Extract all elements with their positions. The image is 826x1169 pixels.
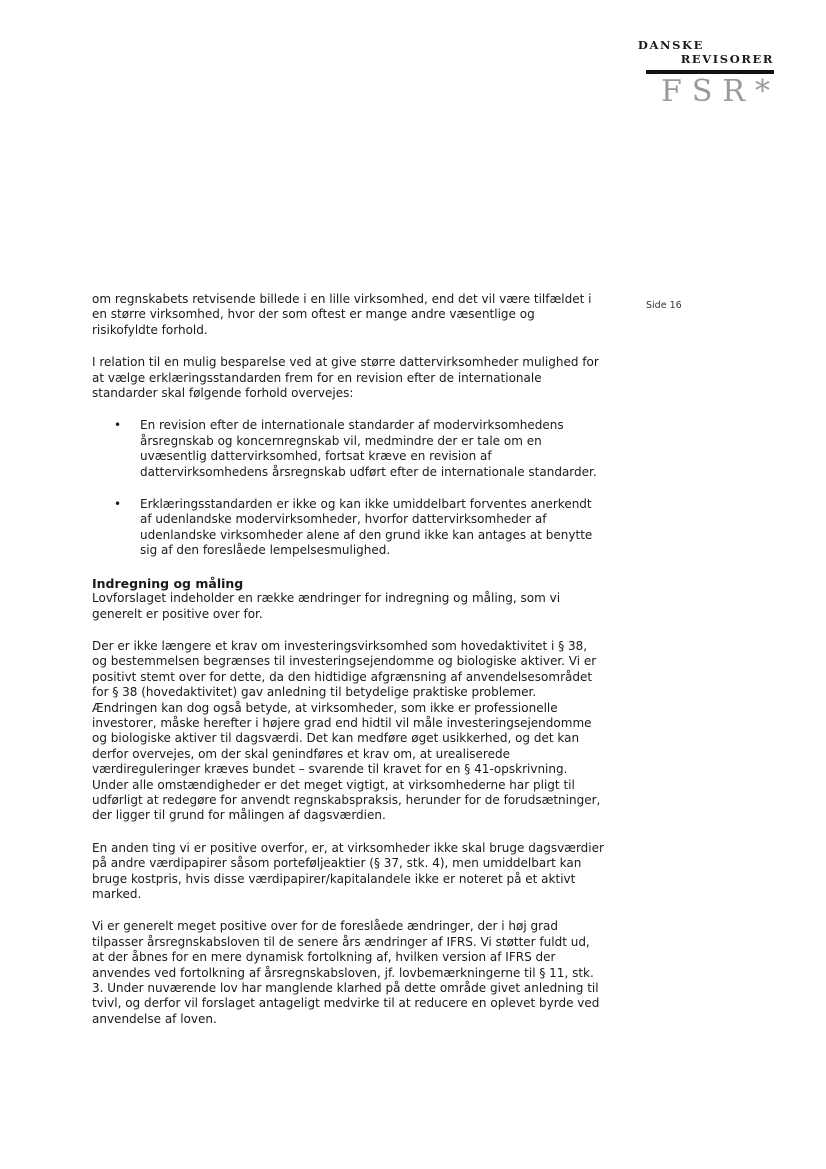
paragraph: Lovforslaget indeholder en række ændringer for indregning og måling, som vi generelt er positive over for. <box>92 591 561 621</box>
paragraph: I relation til en mulig besparelse ved at give større dattervirksomheder mulighed for at vælge erklæringsstandarden frem for en revision efter de internationale standarder skal følgende forhold overvejes: <box>92 355 599 401</box>
logo-mark-fsr: FSR* <box>661 74 780 109</box>
document-body <box>92 292 604 1044</box>
list-item <box>92 497 604 559</box>
fsr-logo <box>594 38 780 109</box>
paragraph: Der er ikke længere et krav om investeringsvirksomhed som hovedaktivitet i § 38, og bestemmelsen begrænses til investeringsejendomme og biologiske aktiver. Vi er positivt stemt over for dette, da den hidtidige afgrænsning af anvendelsesområdet for § 38 (hovedaktivitet) gav anledning til betydelige praktiske problemer. Ændringen kan dog også betyde, at virksomheder, som ikke er professionelle investorer, måske herefter i højere grad end hidtil vil måle investeringsejendomme og biologiske aktiver til dagsværdi. Det kan medføre øget usikkerhed, og det kan derfor overvejes, om der skal genindføres et krav om, at urealiserede værdireguleringer kræves bundet – svarende til kravet for en § 41-opskrivning. Under alle omstændigheder er det meget vigtigt, at virksomhederne har pligt til udførligt at redegøre for anvendt regnskabspraksis, herunder for de forudsætninger, der ligger til grund for målingen af dagsværdien. <box>92 638 601 823</box>
bullet-icon: • <box>114 497 122 512</box>
logo-text-danske: DANSKE <box>637 38 704 52</box>
paragraph: Vi er generelt meget positive over for de foreslåede ændringer, der i høj grad tilpasser årsregnskabsloven til de senere års ændringer af IFRS. Vi støtter fuldt ud, at der åbnes for en mere dynamisk fortolkning af, hvilken version af IFRS der anvendes ved fortolkning af årsregnskabsloven, jf. lovbemærkningerne til § 11, stk. 3. Under nuværende lov har manglende klarhed på dette område givet anledning til tvivl, og derfor vil forslaget antageligt medvirke til at reducere en oplevet byrde ved anvendelse af loven. <box>92 919 600 1026</box>
page-number: Side 16 <box>646 300 682 311</box>
list-item-text: En revision efter de internationale standarder af modervirksomhedens årsregnskab og koncernregnskab vil, medmindre der er tale om en uvæsentlig dattervirksomhed, fortsat kræve en revision af dattervirksomhedens årsregnskab udført efter de internationale standarder. <box>140 418 597 479</box>
paragraph: En anden ting vi er positive overfor, er, at virksomheder ikke skal bruge dagsværdier på andre værdipapirer såsom porteføljeaktier (§ 37, stk. 4), men umiddelbart kan bruge kostpris, hvis disse værdipapirer/kapitalandele ikke er noteret på et aktivt marked. <box>92 840 604 901</box>
bullet-list <box>92 418 604 558</box>
list-item <box>92 418 604 480</box>
bullet-icon: • <box>114 418 122 433</box>
logo-text-revisorer: REVISORER <box>680 52 774 66</box>
paragraph: om regnskabets retvisende billede i en lille virksomhed, end det vil være tilfældet i en større virksomhed, hvor der som oftest er mange andre væsentlige og risikofyldte forhold. <box>92 292 592 337</box>
section-heading: Indregning og måling <box>92 575 244 591</box>
list-item-text: Erklæringsstandarden er ikke og kan ikke umiddelbart forventes anerkendt af udenlandske modervirksomheder, hvorfor dattervirksomheder af udenlandske virksomheder alene af den grund ikke kan antages at benytte sig af den foreslåede lempelsesmulighed. <box>140 497 593 558</box>
